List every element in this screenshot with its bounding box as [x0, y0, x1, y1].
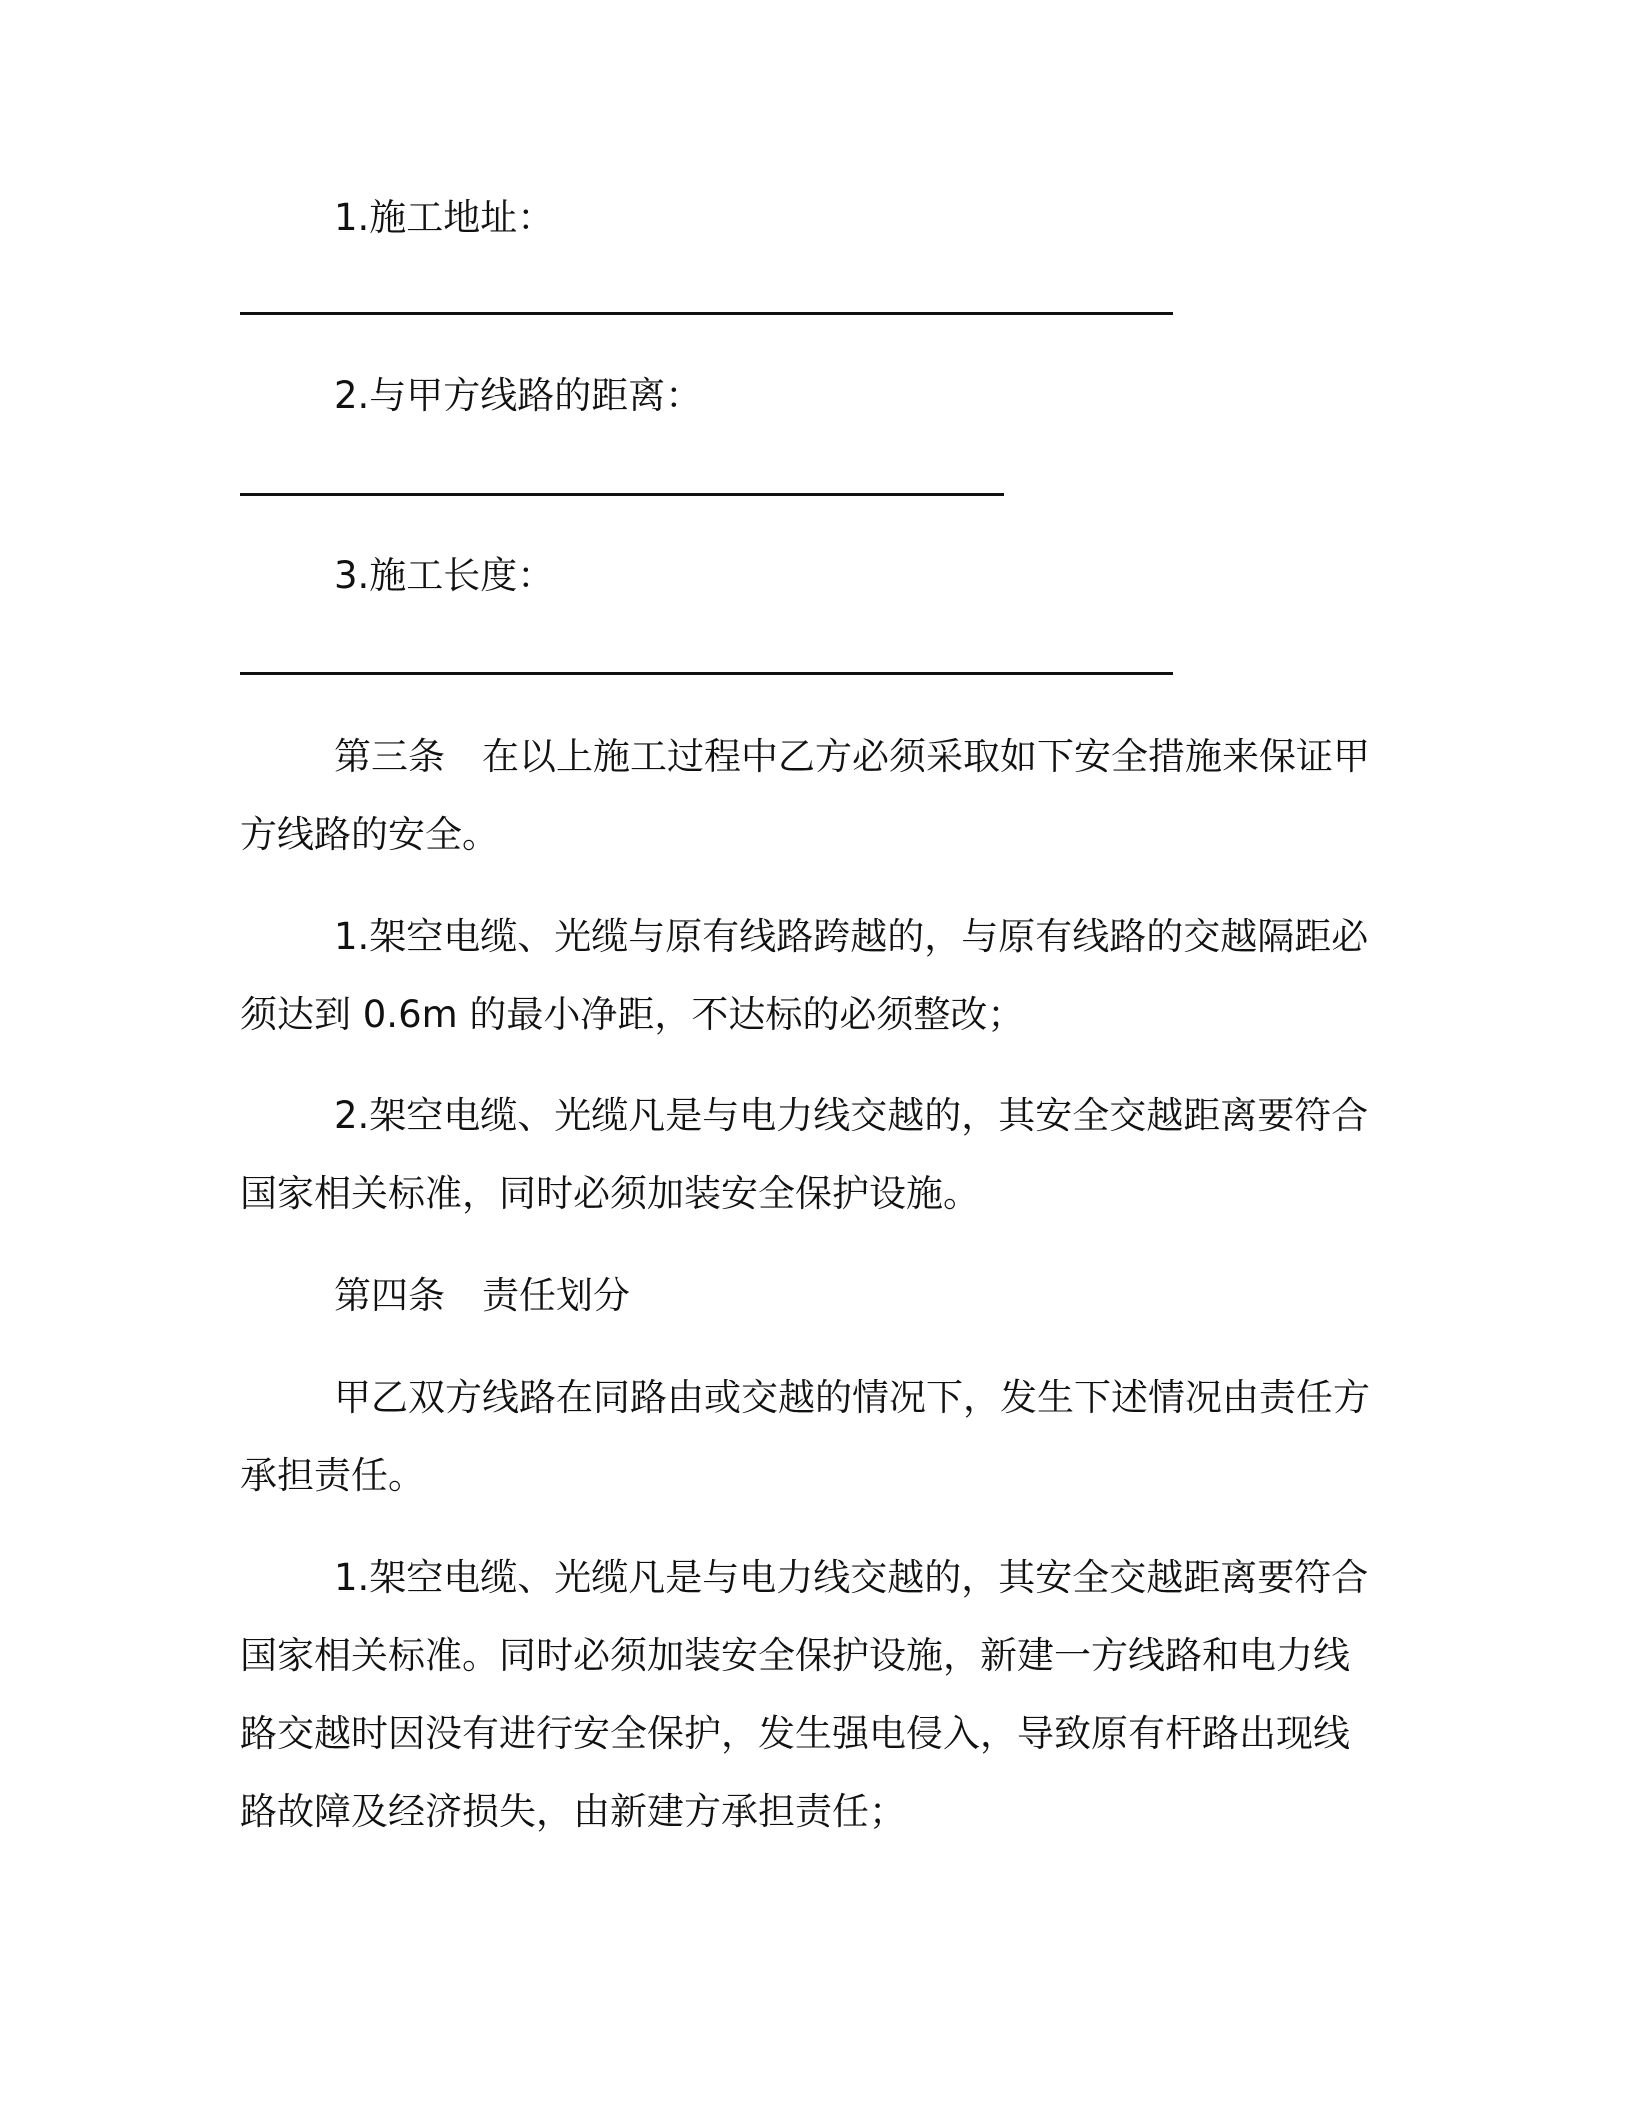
article-4-item-1-line-4: 路故障及经济损失，由新建方承担责任； — [240, 1790, 906, 1833]
construction-length-label: 3.施工长度： — [334, 554, 555, 597]
construction-length-blank — [240, 672, 1173, 675]
article-4-item-1-line-1: 1.架空电缆、光缆凡是与电力线交越的，其安全交越距离要符合 — [334, 1556, 1369, 1599]
article-3-line-1: 第三条 在以上施工过程中乙方必须采取如下安全措施来保证甲 — [334, 735, 1370, 778]
article-4-intro-line-2: 承担责任。 — [240, 1454, 425, 1497]
distance-to-party-a-line-label: 2.与甲方线路的距离： — [334, 374, 703, 417]
article-3-item-1-line-2: 须达到 0.6m 的最小净距，不达标的必须整改； — [240, 993, 1025, 1036]
article-3-line-2: 方线路的安全。 — [240, 813, 499, 856]
article-3-item-2-line-2: 国家相关标准，同时必须加装安全保护设施。 — [240, 1172, 980, 1215]
article-4-intro-line-1: 甲乙双方线路在同路由或交越的情况下，发生下述情况由责任方 — [334, 1376, 1370, 1419]
article-4-item-1-line-3: 路交越时因没有进行安全保护，发生强电侵入，导致原有杆路出现线 — [240, 1712, 1350, 1755]
construction-address-blank — [240, 312, 1173, 315]
article-4-item-1-line-2: 国家相关标准。同时必须加装安全保护设施，新建一方线路和电力线 — [240, 1634, 1350, 1677]
distance-to-party-a-line-blank — [240, 493, 1004, 496]
article-3-item-1-line-1: 1.架空电缆、光缆与原有线路跨越的，与原有线路的交越隔距必 — [334, 915, 1369, 958]
article-3-item-2-line-1: 2.架空电缆、光缆凡是与电力线交越的，其安全交越距离要符合 — [334, 1094, 1369, 1137]
article-4-heading: 第四条 责任划分 — [334, 1274, 630, 1317]
construction-address-label: 1.施工地址： — [334, 196, 555, 239]
